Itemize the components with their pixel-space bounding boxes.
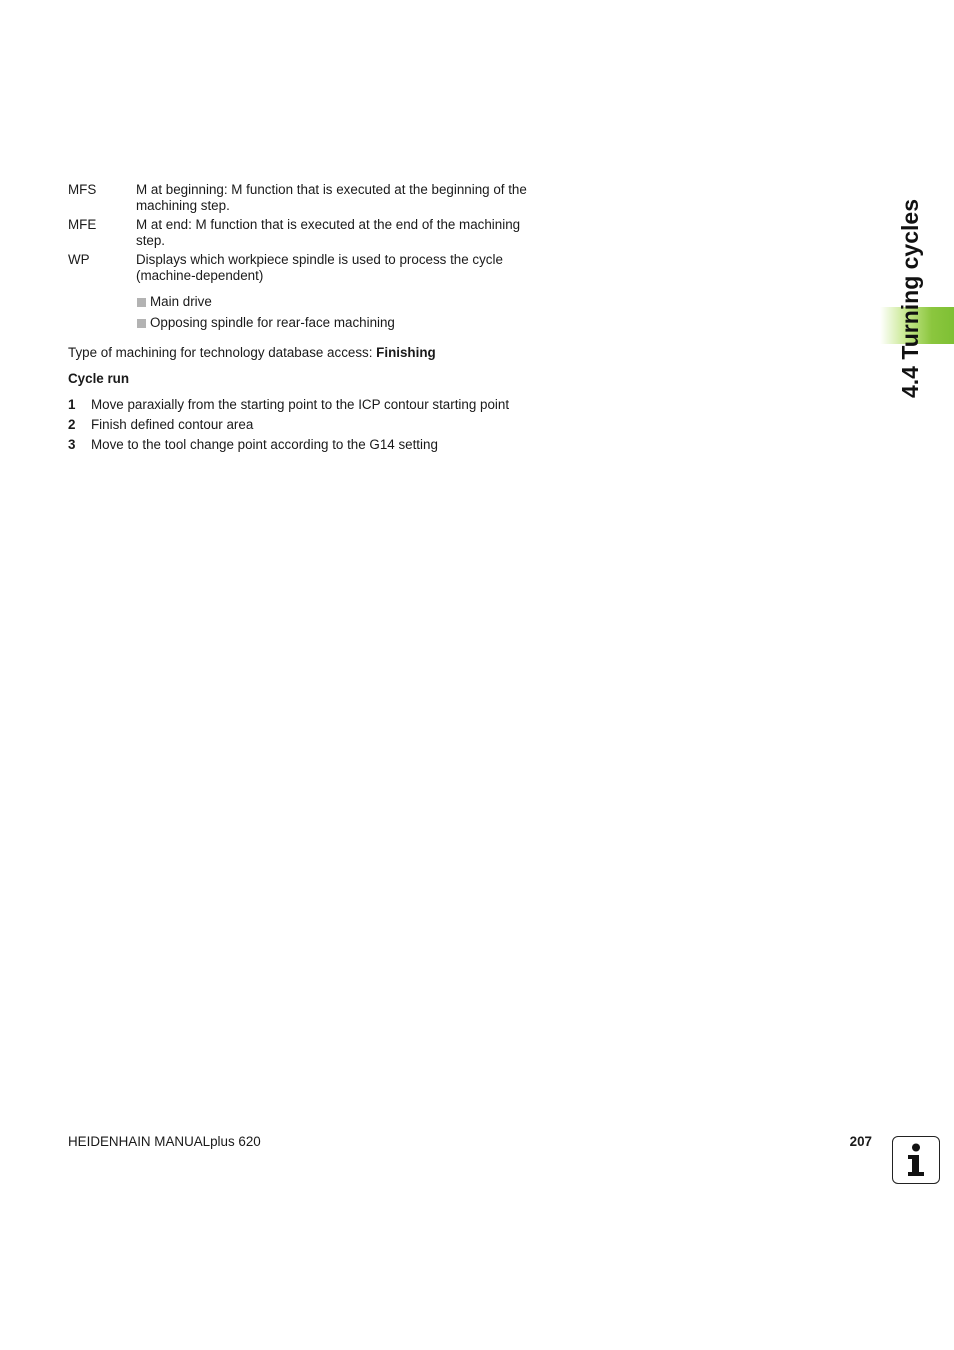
- cycle-run-steps: [68, 397, 518, 457]
- machining-type-value: Finishing: [376, 345, 436, 360]
- step-row: [68, 437, 518, 453]
- param-description: M at beginning: M function that is executed at the beginning of the machining step.: [136, 182, 527, 213]
- info-icon: [892, 1136, 940, 1184]
- cycle-run-heading: Cycle run: [68, 371, 130, 386]
- step-text: Finish defined contour area: [91, 417, 254, 432]
- step-text: Move to the tool change point according to the G14 setting: [91, 437, 438, 452]
- param-code: WP: [68, 252, 90, 267]
- chapter-side-title: 4.4 Turning cycles: [897, 199, 923, 398]
- list-item-label: Main drive: [150, 294, 212, 309]
- step-number: 3: [68, 437, 76, 452]
- param-row-wp: [68, 252, 528, 284]
- machining-type-line: [68, 345, 436, 361]
- list-item-label: Opposing spindle for rear-face machining: [150, 315, 395, 330]
- param-code: MFE: [68, 217, 97, 232]
- step-number: 1: [68, 397, 76, 412]
- machining-type-label: Type of machining for technology database access:: [68, 345, 377, 360]
- step-row: [68, 397, 518, 413]
- parameter-list: [68, 182, 528, 287]
- info-glyph: [905, 1143, 927, 1177]
- param-row-mfe: [68, 217, 528, 249]
- param-code: MFS: [68, 182, 97, 197]
- spindle-options-list: [137, 294, 395, 336]
- step-text: Move paraxially from the starting point to the ICP contour starting point: [91, 397, 510, 412]
- step-row: [68, 417, 518, 433]
- footer-manual-title: HEIDENHAIN MANUALplus 620: [68, 1134, 261, 1149]
- list-item: [137, 294, 395, 310]
- page-number: 207: [849, 1134, 872, 1149]
- step-number: 2: [68, 417, 76, 432]
- param-row-mfs: [68, 182, 528, 214]
- bullet-square-icon: [137, 298, 146, 307]
- param-description: M at end: M function that is executed at the end of the machining step.: [136, 217, 521, 248]
- list-item: [137, 315, 395, 331]
- bullet-square-icon: [137, 319, 146, 328]
- param-description: Displays which workpiece spindle is used to process the cycle (machine-dependent): [136, 252, 503, 283]
